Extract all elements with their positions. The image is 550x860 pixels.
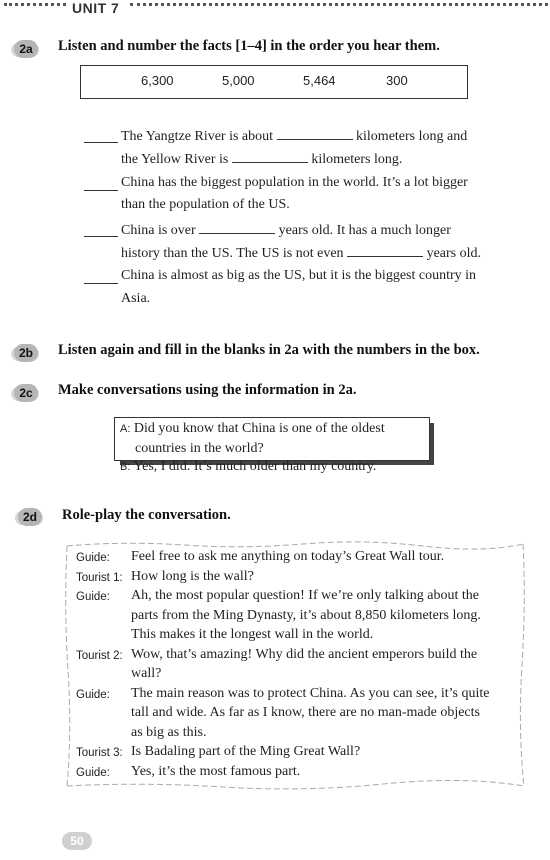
section-badge-2b: 2b: [14, 344, 38, 362]
section-badge-2a: 2a: [14, 40, 38, 58]
dialogue-line: parts from the Ming Dynasty, it’s about 8,850 kilometers long.: [131, 607, 481, 623]
dialogue-line: wall?: [131, 666, 162, 681]
fact-2-line-2: than the population of the US.: [121, 197, 290, 212]
unit-title: UNIT 7: [72, 0, 120, 16]
dialogue-line: Yes, it’s the most famous part.: [131, 763, 301, 779]
fact-3-line-2: history than the US. The US is not even years old.: [121, 246, 481, 261]
fact-4-line-2: Asia.: [121, 291, 151, 306]
conv-a-line-2: countries in the world?: [135, 441, 264, 456]
speaker-b-label: B:: [120, 461, 131, 473]
speaker-a-label: A:: [120, 423, 131, 435]
section-2d-title: Role-play the conversation.: [62, 507, 231, 523]
dialogue-line: Feel free to ask me anything on today’s Great Wall tour.: [131, 549, 445, 564]
dialogue-line: Is Badaling part of the Ming Great Wall?: [131, 744, 361, 759]
number-blank[interactable]: [277, 127, 353, 140]
dialogue-line: This makes it the longest wall in the world.: [131, 627, 374, 642]
fact-1-line-1: The Yangtze River is about kilometers long and: [121, 129, 468, 144]
conv-b-line-1: B: Yes, I did. It’s much older than my country.: [120, 459, 377, 474]
number-blank[interactable]: [347, 244, 423, 257]
header-dots-right: [130, 3, 548, 16]
number-blank[interactable]: [199, 221, 275, 234]
section-badge-2d: 2d: [18, 508, 42, 526]
speaker-label: Guide:: [76, 688, 110, 701]
section-2a-title: Listen and number the facts [1–4] in the order you hear them.: [58, 38, 440, 54]
page-number: 50: [62, 832, 92, 850]
speaker-label: Tourist 1:: [76, 571, 123, 584]
dialogue-line: tall and wide. As far as I know, there are no man-made objects: [131, 705, 480, 720]
fact-2-line-1: China has the biggest population in the world. It’s a lot bigger: [121, 175, 468, 190]
order-blank-2[interactable]: [84, 189, 118, 191]
fact-3-line-1: China is over years old. It has a much longer: [121, 223, 451, 238]
speaker-label: Tourist 3:: [76, 747, 123, 759]
number-box: [80, 65, 468, 99]
speaker-label: Tourist 2:: [76, 649, 123, 662]
number-blank[interactable]: [232, 150, 308, 163]
section-badge-2c: 2c: [14, 384, 38, 402]
number-item: 5,464: [303, 73, 336, 88]
dialogue-line: The main reason was to protect China. As you can see, it’s quite: [131, 685, 490, 701]
speaker-label: Guide:: [76, 766, 110, 779]
number-item: 6,300: [141, 73, 174, 88]
header-dots-left: [4, 3, 66, 16]
dialogue-line: Ah, the most popular question! If we’re only talking about the: [131, 588, 479, 603]
fact-4-line-1: China is almost as big as the US, but it is the biggest country in: [121, 268, 477, 283]
dialogue-line: Wow, that’s amazing! Why did the ancient emperors build the: [131, 646, 478, 662]
number-item: 300: [386, 73, 408, 88]
dialogue-line: How long is the wall?: [131, 568, 254, 584]
speaker-label: Guide:: [76, 552, 110, 564]
fact-1-line-2: the Yellow River is kilometers long.: [121, 152, 403, 167]
conv-a-line-1: A: Did you know that China is one of the oldest: [120, 421, 385, 436]
order-blank-4[interactable]: [84, 282, 118, 284]
speaker-label: Guide:: [76, 591, 110, 603]
order-blank-1[interactable]: [84, 141, 118, 143]
section-2c-title: Make conversations using the information in 2a.: [58, 382, 357, 398]
section-2b-title: Listen again and fill in the blanks in 2a with the numbers in the box.: [58, 342, 480, 358]
dialogue-line: as big as this.: [131, 724, 207, 740]
order-blank-3[interactable]: [84, 235, 118, 237]
number-item: 5,000: [222, 73, 255, 88]
